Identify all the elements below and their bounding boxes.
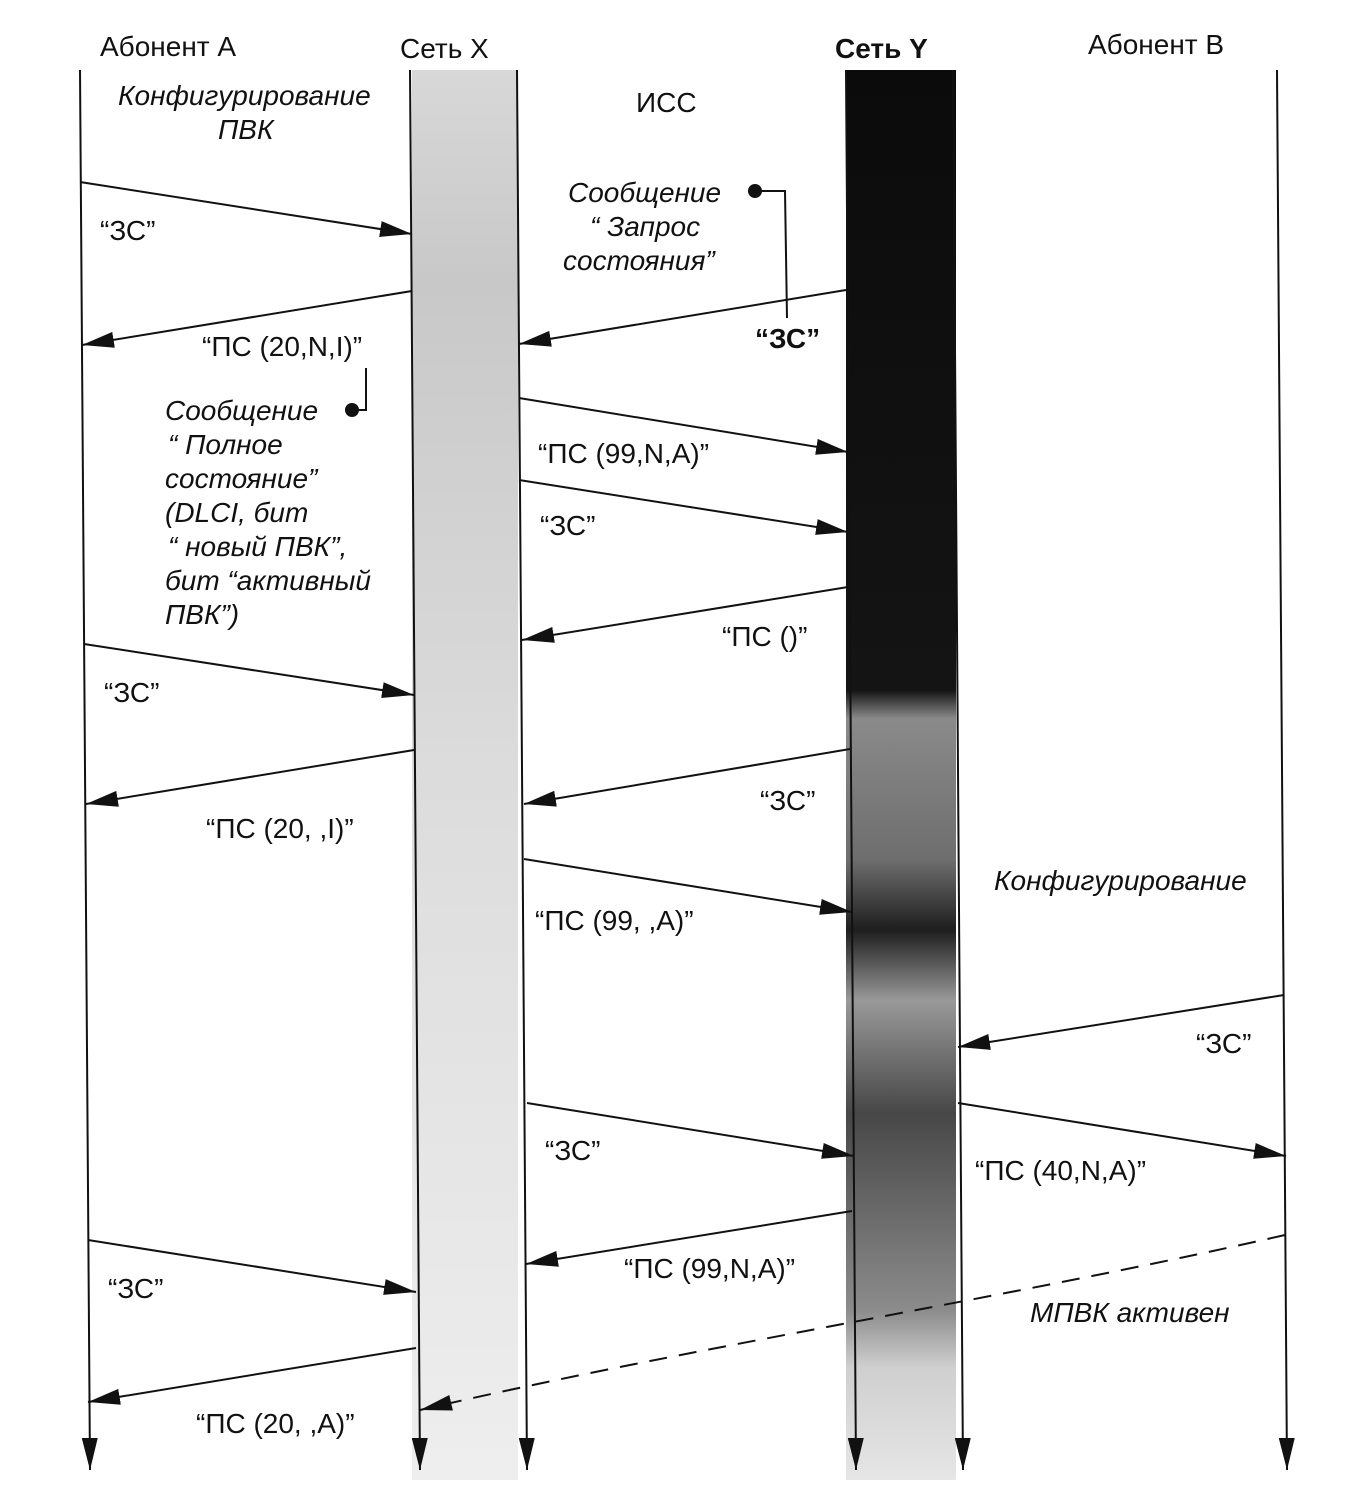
arrow-m8: [86, 750, 414, 804]
label-m10: “ПС (99, ,A)”: [535, 905, 694, 936]
label-m7: “ЗС”: [104, 677, 160, 708]
config-pvc-note: [118, 80, 378, 145]
full-status-line1: Сообщение: [165, 395, 319, 426]
label-m3: “ЗС”: [755, 323, 821, 354]
label-m1: “ЗС”: [100, 215, 156, 246]
label-m14: “ПС (99,N,A)”: [624, 1253, 796, 1284]
label-m5: “ЗС”: [540, 510, 596, 541]
config-pvc-line1: Конфигурирование: [118, 80, 371, 111]
nni-label: ИСС: [636, 87, 697, 118]
network-x-band: [412, 70, 518, 1480]
arrow-m13: [958, 1103, 1286, 1156]
network-y-band: [846, 70, 956, 1480]
status-enquiry-line2: “ Запрос: [590, 211, 701, 242]
header-subscriber-a: Абонент А: [100, 31, 237, 62]
full-status-line5: “ новый ПВК”,: [168, 531, 348, 562]
label-m13: “ПС (40,N,A)”: [975, 1155, 1147, 1186]
full-status-line2: “ Полное: [168, 429, 283, 460]
label-m6: “ПС ()”: [722, 621, 808, 652]
message-arrows: [80, 182, 1286, 1410]
label-m2: “ПС (20,N,I)”: [202, 331, 363, 362]
status-enquiry-note: [563, 177, 729, 276]
pvc-active-note: МПВК активен: [1030, 1297, 1230, 1328]
full-status-line4: (DLCI, бит: [165, 497, 309, 528]
full-status-line7: ПВК”): [165, 599, 240, 630]
status-enquiry-line1: Сообщение: [568, 177, 722, 208]
full-status-note: [165, 395, 379, 630]
header-subscriber-b: Абонент В: [1088, 29, 1225, 60]
config-b-note: Конфигурирование: [994, 865, 1247, 896]
label-m4: “ПС (99,N,A)”: [538, 438, 710, 469]
config-pvc-line2: ПВК: [218, 114, 274, 145]
label-m15: “ЗС”: [108, 1273, 164, 1304]
status-enquiry-line3: состояния”: [563, 245, 715, 276]
status-enquiry-callout-line: [755, 191, 787, 318]
label-m11: “ЗС”: [1196, 1028, 1252, 1059]
label-m16: “ПС (20, ,A)”: [196, 1408, 355, 1439]
label-m12: “ЗС”: [545, 1135, 601, 1166]
label-m8: “ПС (20, ,I)”: [206, 813, 354, 844]
header-network-x: Сеть X: [400, 33, 489, 64]
full-status-line3: состояние”: [165, 463, 318, 494]
arrow-m16: [88, 1348, 416, 1402]
full-status-line6: бит “активный: [165, 565, 371, 596]
header-network-y: Сеть Y: [835, 33, 928, 64]
label-m9: “ЗС”: [760, 785, 816, 816]
